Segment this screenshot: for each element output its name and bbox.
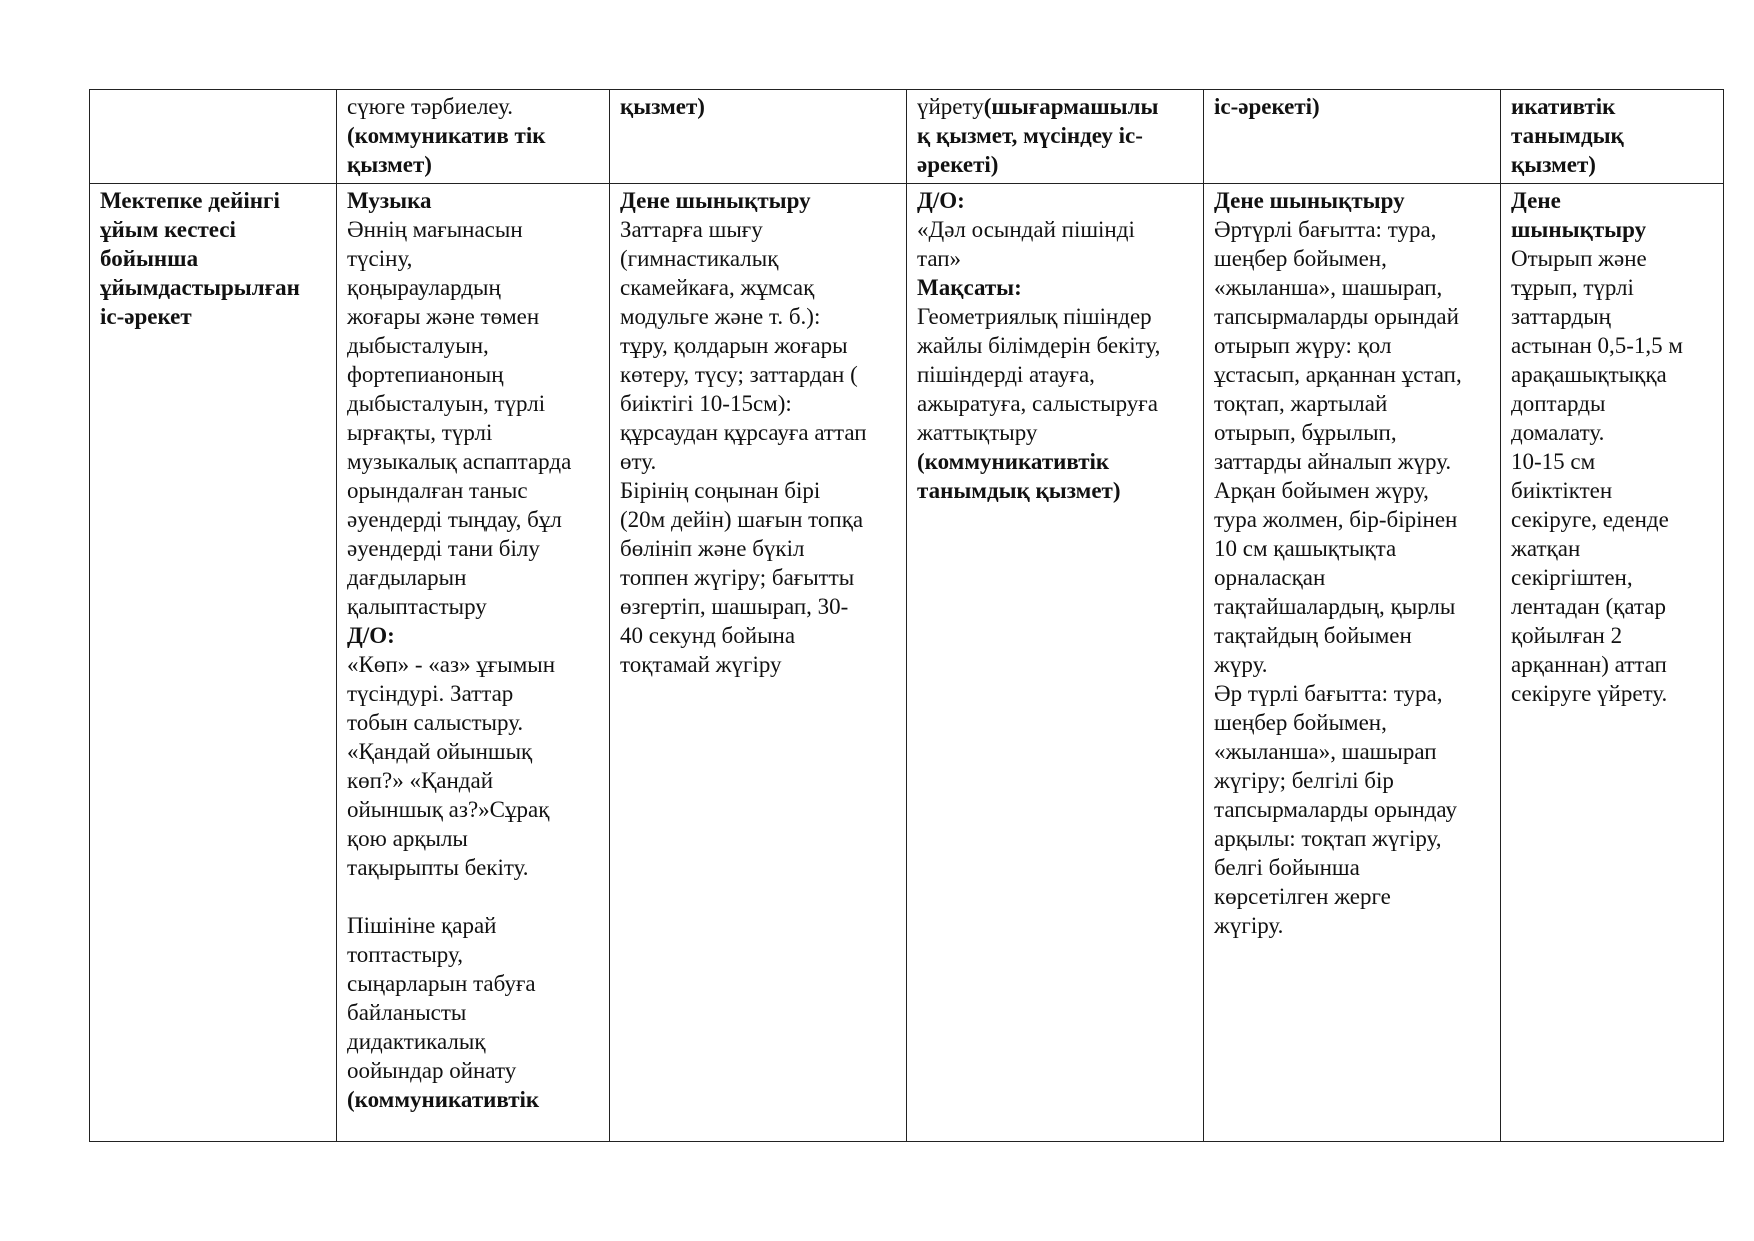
cell-text-line: [620, 302, 896, 331]
cell-r1-c1: [90, 90, 337, 184]
cell-text: икативтік: [1511, 94, 1616, 119]
cell-text: арқаннан) аттап: [1511, 652, 1667, 677]
cell-text: бөлініп және бүкіл: [620, 536, 805, 561]
cell-text: қызмет): [620, 94, 705, 119]
cell-text-line: [347, 911, 599, 940]
cell-text: сыңарларын табуға: [347, 971, 536, 996]
cell-text: әрекеті): [917, 152, 999, 177]
cell-r1-c4: [907, 90, 1204, 184]
cell-text-line: [1511, 92, 1713, 121]
cell-text: тапсырмаларды орындай: [1214, 304, 1459, 329]
cell-text: тап»: [917, 246, 962, 271]
cell-text-line: [917, 447, 1193, 476]
cell-text: (20м дейін) шағын топқа: [620, 507, 864, 532]
cell-text: секіргіштен,: [1511, 565, 1633, 590]
cell-text-line: [1511, 476, 1713, 505]
cell-text-line: [917, 244, 1193, 273]
cell-text-line: [620, 621, 896, 650]
cell-text: ұйымдастырылған: [100, 275, 300, 300]
cell-text: Әртүрлі бағытта: тура,: [1214, 217, 1437, 242]
cell-text: Бірінің соңынан бірі: [620, 478, 821, 503]
cell-text: биіктігі 10-15см):: [620, 391, 792, 416]
cell-text-line: [1214, 679, 1490, 708]
cell-text-line: [1214, 592, 1490, 621]
cell-text: арқылы: тоқтап жүгіру,: [1214, 826, 1442, 851]
cell-text-line: [347, 853, 599, 882]
cell-text-line: [1511, 418, 1713, 447]
cell-text-line: [347, 1027, 599, 1056]
cell-text-line: [1511, 534, 1713, 563]
cell-text-line: [1511, 150, 1713, 179]
cell-text-line: [1214, 563, 1490, 592]
cell-text: дыбысталуын,: [347, 333, 489, 358]
cell-text: Мектепке дейінгі: [100, 188, 280, 213]
cell-text: Мақсаты:: [917, 275, 1022, 300]
cell-text: жүру.: [1214, 652, 1268, 677]
cell-text: Заттарға шығу: [620, 217, 763, 242]
cell-text-line: [1214, 505, 1490, 534]
cell-text-line: [620, 244, 896, 273]
cell-text: секіруге, еденде: [1511, 507, 1669, 532]
cell-r2-c6-physical-education: [1501, 184, 1724, 1142]
cell-text: лентадан (қатар: [1511, 594, 1666, 619]
cell-text-line: [347, 940, 599, 969]
cell-text: қалыптастыру: [347, 594, 487, 619]
cell-text-line: [1511, 563, 1713, 592]
cell-text: түсіндурі. Заттар: [347, 681, 514, 706]
cell-text-line: [620, 447, 896, 476]
cell-text-line: [1511, 186, 1713, 215]
cell-text-line: [1214, 215, 1490, 244]
cell-text-line: [620, 563, 896, 592]
cell-text-line: [917, 150, 1193, 179]
cell-text: топтастыру,: [347, 942, 463, 967]
cell-text-line: [620, 186, 896, 215]
cell-text-line: [620, 476, 896, 505]
cell-text-line: [1214, 186, 1490, 215]
cell-text-line: [1511, 244, 1713, 273]
cell-text-line: [347, 824, 599, 853]
cell-text-line: [1214, 708, 1490, 737]
cell-text-line: [620, 505, 896, 534]
cell-text-line: [620, 273, 896, 302]
cell-text-line: [1214, 882, 1490, 911]
cell-text-line: [347, 215, 599, 244]
cell-text: арақашықтыққа: [1511, 362, 1667, 387]
cell-text: қызмет): [1511, 152, 1596, 177]
cell-text: тақтайдың бойымен: [1214, 623, 1412, 648]
cell-text-line: [1214, 795, 1490, 824]
cell-text: қою арқылы: [347, 826, 468, 851]
cell-text-line: [1214, 418, 1490, 447]
cell-text: Әннің мағынасын: [347, 217, 523, 242]
cell-text-line: [1214, 389, 1490, 418]
cell-text-line: [1214, 302, 1490, 331]
cell-text: жайлы білімдерін бекіту,: [917, 333, 1161, 358]
cell-text-line: [1214, 621, 1490, 650]
cell-text: музыкалық аспаптарда: [347, 449, 572, 474]
cell-text-line: [1214, 853, 1490, 882]
cell-text: «Дәл осындай пішінді: [917, 217, 1135, 242]
cell-text: ұстасып, арқаннан ұстап,: [1214, 362, 1462, 387]
cell-text: қоңыраулардың: [347, 275, 501, 300]
cell-text: (коммуникативтік: [347, 1087, 540, 1112]
cell-text-line: [620, 389, 896, 418]
cell-text: ұйым кестесі: [100, 217, 236, 242]
cell-text-line: [347, 447, 599, 476]
cell-text: астынан 0,5-1,5 м: [1511, 333, 1683, 358]
cell-text-line: [347, 92, 599, 121]
cell-text-line: [1511, 121, 1713, 150]
cell-text: шеңбер бойымен,: [1214, 710, 1387, 735]
cell-text-line: [347, 795, 599, 824]
cell-text-line: [620, 650, 896, 679]
cell-text-line: [347, 679, 599, 708]
cell-text: байланысты: [347, 1000, 467, 1025]
cell-text: орындалған таныс: [347, 478, 528, 503]
cell-text: танымдық қызмет): [917, 478, 1121, 503]
cell-text-line: [917, 121, 1193, 150]
cell-text-line: [1511, 360, 1713, 389]
cell-text: бойынша: [100, 246, 199, 271]
cell-text-line: [347, 476, 599, 505]
cell-text: скамейкаға, жұмсақ: [620, 275, 815, 300]
cell-text: дидактикалық: [347, 1029, 486, 1054]
cell-text-line: [1214, 244, 1490, 273]
cell-text-line: [620, 92, 896, 121]
cell-text: «жыланша», шашырап,: [1214, 275, 1443, 300]
cell-text: тапсырмаларды орындау: [1214, 797, 1457, 822]
cell-text: дыбысталуын, түрлі: [347, 391, 546, 416]
cell-text-line: [1511, 505, 1713, 534]
cell-text-line: [917, 92, 1193, 121]
cell-text: жатқан: [1511, 536, 1581, 561]
cell-text: (шығармашылы: [983, 94, 1159, 119]
cell-text: 40 секунд бойына: [620, 623, 796, 648]
cell-text: Арқан бойымен жүру,: [1214, 478, 1429, 503]
cell-text-line: [100, 273, 326, 302]
cell-text: Д/О:: [917, 188, 965, 213]
cell-text-line: [347, 534, 599, 563]
cell-text-line: [620, 360, 896, 389]
cell-text: жоғары және төмен: [347, 304, 540, 329]
cell-text: ырғақты, түрлі: [347, 420, 493, 445]
cell-text: фортепианоның: [347, 362, 504, 387]
schedule-table: [89, 89, 1724, 1142]
cell-text-line: [620, 534, 896, 563]
cell-text: белгі бойынша: [1214, 855, 1360, 880]
cell-text: қ қызмет, мүсіндеу іс-: [917, 123, 1143, 148]
cell-text-line: [620, 215, 896, 244]
cell-text: (коммуникатив тік: [347, 123, 546, 148]
cell-text: отырып жүру: қол: [1214, 333, 1392, 358]
cell-text: Пішініне қарай: [347, 913, 497, 938]
cell-text-line: [917, 302, 1193, 331]
cell-text: биіктіктен: [1511, 478, 1613, 503]
cell-text: 10-15 см: [1511, 449, 1596, 474]
cell-text: заттардың: [1511, 304, 1611, 329]
cell-text: көп?» «Қандай: [347, 768, 494, 793]
cell-text: пішіндерді атауға,: [917, 362, 1095, 387]
cell-text-line: [347, 302, 599, 331]
cell-text-line: [917, 476, 1193, 505]
cell-text: көрсетілген жерге: [1214, 884, 1391, 909]
cell-text: жүгіру.: [1214, 913, 1284, 938]
cell-text: отырып, бұрылып,: [1214, 420, 1397, 445]
cell-text-line: [1511, 389, 1713, 418]
cell-text-line: [1511, 302, 1713, 331]
cell-text-line: [347, 244, 599, 273]
cell-text: (гимнастикалық: [620, 246, 779, 271]
cell-text-line: [1214, 534, 1490, 563]
cell-text: оойындар ойнату: [347, 1058, 517, 1083]
cell-text-line: [347, 650, 599, 679]
cell-text: домалату.: [1511, 420, 1605, 445]
cell-text: тақырыпты бекіту.: [347, 855, 529, 880]
cell-r2-c1-row-header: [90, 184, 337, 1142]
cell-text-line: [1214, 360, 1490, 389]
blank-line: [347, 882, 599, 911]
cell-r1-c2: [337, 90, 610, 184]
cell-r2-c4-didactic-game: [907, 184, 1204, 1142]
cell-text: дағдыларын: [347, 565, 467, 590]
cell-text-line: [1214, 447, 1490, 476]
cell-text-line: [100, 215, 326, 244]
cell-text: орналасқан: [1214, 565, 1326, 590]
cell-text-line: [347, 150, 599, 179]
cell-text: әуендерді тыңдау, бұл: [347, 507, 562, 532]
cell-text-line: [347, 708, 599, 737]
cell-text-line: [917, 331, 1193, 360]
cell-text-line: [1214, 824, 1490, 853]
cell-text: (коммуникативтік: [917, 449, 1110, 474]
cell-text-line: [620, 331, 896, 360]
cell-text: Д/О:: [347, 623, 395, 648]
cell-text: жаттықтыру: [917, 420, 1038, 445]
cell-text: қызмет): [347, 152, 432, 177]
cell-r1-c3: [610, 90, 907, 184]
cell-text-line: [917, 186, 1193, 215]
cell-text-line: [917, 215, 1193, 244]
cell-r2-c5-physical-education: [1204, 184, 1501, 1142]
cell-text: 10 см қашықтықта: [1214, 536, 1397, 561]
cell-text-line: [1214, 766, 1490, 795]
cell-text: өту.: [620, 449, 657, 474]
cell-text: Дене шынықтыру: [620, 188, 811, 213]
cell-text: тұрып, түрлі: [1511, 275, 1634, 300]
cell-text-line: [1214, 331, 1490, 360]
cell-text-line: [1214, 650, 1490, 679]
cell-text-line: [1214, 911, 1490, 940]
cell-text-line: [347, 418, 599, 447]
cell-text: танымдық: [1511, 123, 1624, 148]
cell-text-line: [1511, 447, 1713, 476]
cell-text: модульге және т. б.):: [620, 304, 821, 329]
cell-text: тақтайшалардың, қырлы: [1214, 594, 1456, 619]
table-row-continuation: [90, 90, 1724, 184]
cell-text: үйрету: [917, 94, 984, 119]
cell-text-line: [1511, 273, 1713, 302]
cell-r2-c2-music: [337, 184, 610, 1142]
cell-text: «Қандай ойыншық: [347, 739, 533, 764]
cell-text-line: [347, 331, 599, 360]
cell-text-line: [620, 418, 896, 447]
cell-text: түсіну,: [347, 246, 413, 271]
cell-text-line: [347, 505, 599, 534]
cell-text-line: [1511, 621, 1713, 650]
cell-text: шеңбер бойымен,: [1214, 246, 1387, 271]
cell-text: көтеру, түсу; заттардан (: [620, 362, 858, 387]
cell-text-line: [347, 969, 599, 998]
cell-text: тура жолмен, бір-бірінен: [1214, 507, 1458, 532]
cell-text-line: [347, 273, 599, 302]
cell-text-line: [347, 737, 599, 766]
cell-text: тобын салыстыру.: [347, 710, 524, 735]
cell-text: Дене: [1511, 188, 1561, 213]
cell-text-line: [1214, 476, 1490, 505]
cell-text-line: [1214, 92, 1490, 121]
cell-text: ойыншық аз?»Сұрақ: [347, 797, 550, 822]
cell-text: Әр түрлі бағытта: тура,: [1214, 681, 1443, 706]
cell-text: Отырып және: [1511, 246, 1647, 271]
cell-text: жүгіру; белгілі бір: [1214, 768, 1394, 793]
cell-text-line: [1511, 592, 1713, 621]
cell-text-line: [347, 389, 599, 418]
cell-text-line: [100, 186, 326, 215]
cell-text: шынықтыру: [1511, 217, 1647, 242]
cell-text: доптарды: [1511, 391, 1606, 416]
cell-text-line: [917, 389, 1193, 418]
cell-text: іс-әрекет: [100, 304, 192, 329]
cell-text-line: [917, 418, 1193, 447]
cell-text: тоқтап, жартылай: [1214, 391, 1388, 416]
cell-text-line: [1511, 679, 1713, 708]
cell-text: сүюге тәрбиелеу.: [347, 94, 514, 119]
cell-r2-c3-physical-education: [610, 184, 907, 1142]
cell-text: секіруге үйрету.: [1511, 681, 1668, 706]
cell-text-line: [347, 121, 599, 150]
cell-text: іс-әрекеті): [1214, 94, 1320, 119]
cell-r1-c6: [1501, 90, 1724, 184]
cell-text-line: [347, 1085, 599, 1114]
cell-text: әуендерді тани білу: [347, 536, 540, 561]
cell-text-line: [1511, 331, 1713, 360]
cell-text: Дене шынықтыру: [1214, 188, 1405, 213]
cell-text: «жыланша», шашырап: [1214, 739, 1437, 764]
cell-text: топпен жүгіру; бағытты: [620, 565, 855, 590]
cell-text-line: [347, 360, 599, 389]
cell-text-line: [1214, 737, 1490, 766]
cell-text-line: [347, 998, 599, 1027]
cell-text-line: [100, 302, 326, 331]
cell-text-line: [347, 563, 599, 592]
cell-text: Музыка: [347, 188, 432, 213]
cell-text: құрсаудан құрсауға аттап: [620, 420, 867, 445]
cell-text: «Көп» - «аз» ұғымын: [347, 652, 556, 677]
cell-r1-c5: [1204, 90, 1501, 184]
cell-text: заттарды айналып жүру.: [1214, 449, 1452, 474]
cell-text: өзгертіп, шашырап, 30-: [620, 594, 849, 619]
cell-text: тұру, қолдарын жоғары: [620, 333, 848, 358]
cell-text-line: [347, 621, 599, 650]
cell-text-line: [347, 1056, 599, 1085]
cell-text-line: [1214, 273, 1490, 302]
table-row-organized-activity: [90, 184, 1724, 1142]
cell-text-line: [917, 273, 1193, 302]
cell-text-line: [347, 186, 599, 215]
cell-text: қойылған 2: [1511, 623, 1623, 648]
cell-text: Геометриялық пішіндер: [917, 304, 1152, 329]
cell-text-line: [100, 244, 326, 273]
cell-text-line: [347, 592, 599, 621]
cell-text-line: [347, 766, 599, 795]
cell-text-line: [620, 592, 896, 621]
cell-text-line: [917, 360, 1193, 389]
cell-text-line: [1511, 215, 1713, 244]
cell-text: тоқтамай жүгіру: [620, 652, 782, 677]
cell-text-line: [1511, 650, 1713, 679]
cell-text: ажыратуға, салыстыруға: [917, 391, 1158, 416]
